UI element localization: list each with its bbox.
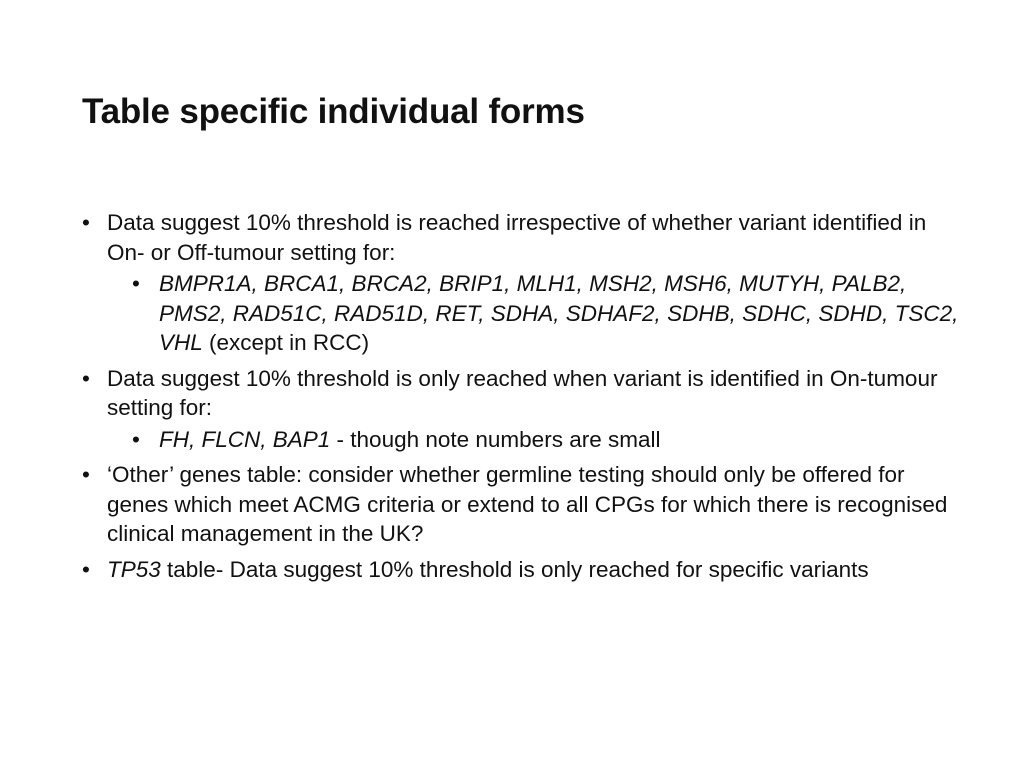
bullet-text: ‘Other’ genes table: consider whether germline testing should only be offered for genes which meet ACMG criteria or extend to all CPGs for which there is recognised clinical management in the UK? (107, 462, 948, 546)
sub-bullet-list (107, 269, 962, 358)
sub-bullet-item (107, 269, 962, 358)
bullet-text: Data suggest 10% threshold is only reached when variant is identified in On-tumour setting for: (107, 365, 938, 420)
sub-bullet-item (107, 425, 962, 455)
bullet-item (82, 460, 962, 549)
sub-bullet-tail: (except in RCC) (202, 330, 370, 355)
gene-list: BMPR1A, BRCA1, BRCA2, BRIP1, MLH1, MSH2, MSH6, MUTYH, PALB2, PMS2, RAD51C, RAD51D, RET, SDHA, SDHAF2, SDHB, SDHC, SDHD, TSC2, VHL (159, 271, 959, 355)
slide-title: Table specific individual forms (82, 92, 585, 131)
bullet-item (82, 208, 962, 358)
bullet-list (82, 208, 962, 590)
bullet-item (82, 364, 962, 455)
bullet-text: table- Data suggest 10% threshold is only reached for specific variants (160, 556, 869, 582)
gene-list: FH, FLCN, BAP1 (159, 426, 331, 452)
sub-bullet-list (107, 425, 962, 455)
gene-name: TP53 (107, 556, 161, 582)
bullet-item (82, 555, 962, 585)
sub-bullet-tail: - though note numbers are small (330, 426, 661, 452)
bullet-text: Data suggest 10% threshold is reached irrespective of whether variant identified in On- or Off-tumour setting for: (107, 210, 927, 265)
